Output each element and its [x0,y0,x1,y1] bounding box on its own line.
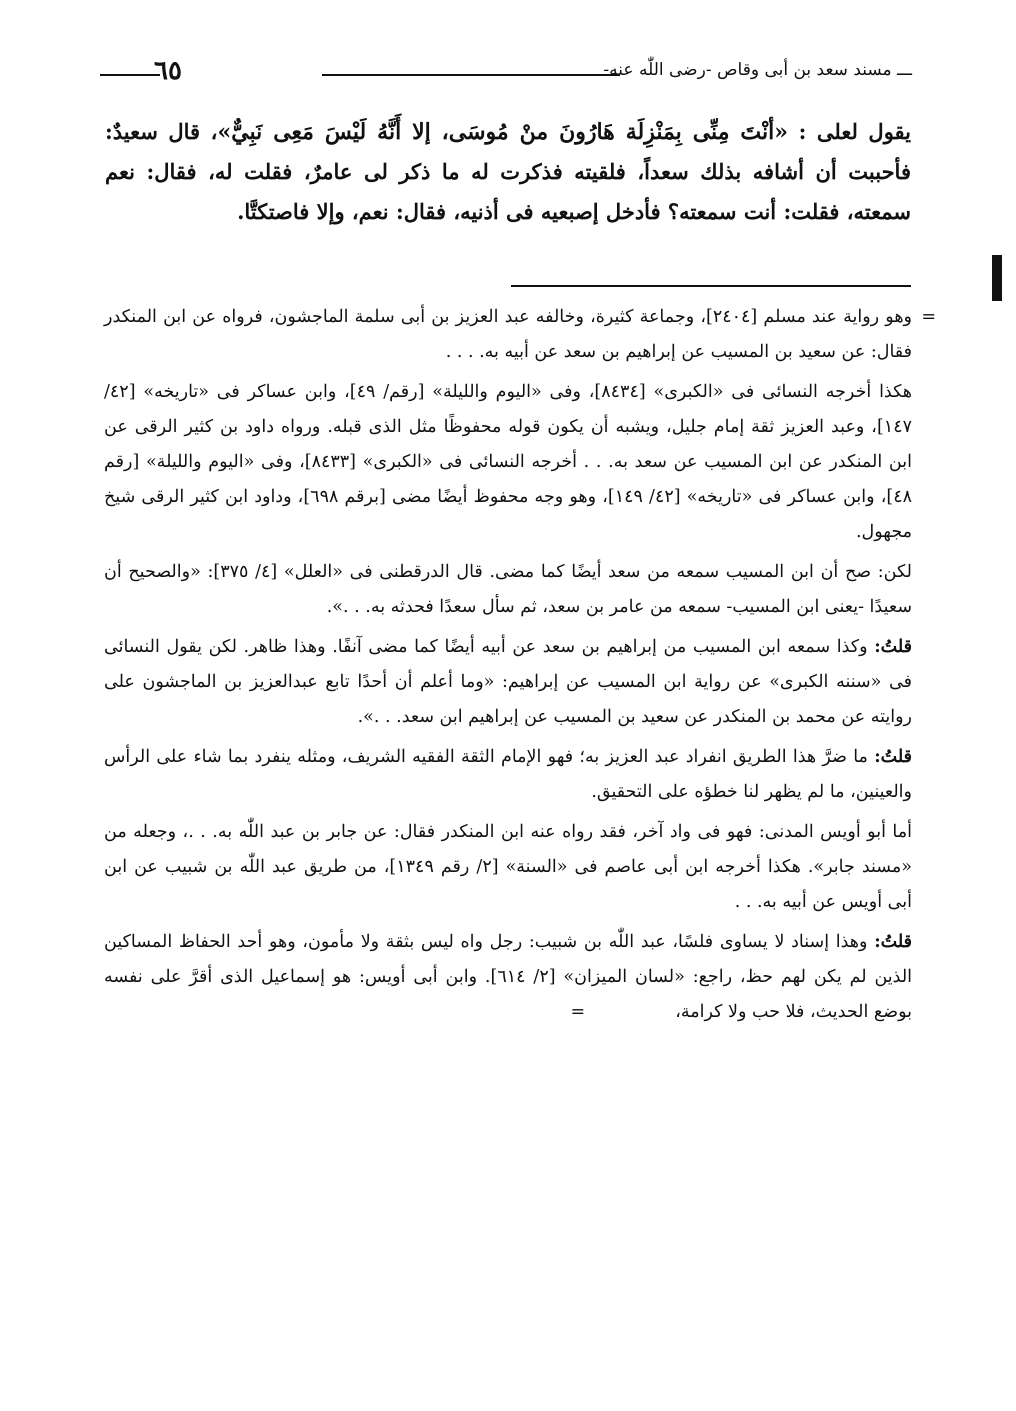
footnote-paragraph [104,740,912,810]
continuation-mark: = [570,1002,586,1022]
footnote-text: وكذا سمعه ابن المسيب من إبراهيم بن سعد عن أبيه أيضًا كما مضى آنفًا. وهذا ظاهر. لكن يقول النسائى فى «سننه الكبرى» عن رواية ابن المسيب عن إبراهيم: «وما أعلم أن أحدًا تابع عبدالعزيز بن الماجشون على روايته عن محمد بن المنكدر عن سعيد بن المسيب عن إبراهيم ابن سعد. . .». [104,637,912,727]
footnote-separator [511,285,911,287]
footnote-paragraph [104,925,912,1030]
footnote-text: وهو رواية عند مسلم [٢٤٠٤]، وجماعة كثيرة، وخالفه عبد العزيز بن أبى سلمة الماجشون، فرواه عن ابن المنكدر فقال: عن سعيد بن المسيب عن إبراهيم بن سعد عن أبيه به. . . . [104,307,913,362]
main-text-after-quote: ، قال سعيدٌ: فأحببت أن أشافه بذلك سعداً، فلقيته فذكرت له ما ذكر لى عامرٌ، فقلت له، فقال: نعم سمعته، فقلت: أنت سمعته؟ فأدخل إصبعيه فى أذنيه، فقال: نعم، وإلا فاصتكتَّا. [105,119,911,224]
hadith-quote: «أنْتَ مِنِّى بِمَنْزِلَة هَارُونَ منْ مُوسَى، إلا أَنَّهُ لَيْسَ مَعِى نَبِيٌّ» [217,119,788,145]
header-title: ـــ مسند سعد بن أبى وقاص -رضى اللّٰه عنه- [603,60,912,80]
qultu-lead: قلتُ: [874,747,912,767]
header-rule [322,74,620,76]
continuation-mark: = [921,307,936,327]
margin-mark [992,255,1002,301]
footnote-text: وهذا إسناد لا يساوى فلسًا، عبد اللّٰه بن شبيب: رجل واه ليس بثقة ولا مأمون، وهو أحد الحفاظ المساكين الذين لم يكن لهم حظ، راجع: «لسان الميزان» [٢/ ٦١٤]. وابن أبى أويس: هو إسماعيل الذى أقرَّ على نفسه بوضع الحديث، فلا حب ولا كرامة، [104,932,913,1022]
footnotes [104,300,936,1035]
page-number: ٦٥ [154,56,182,86]
header-rule [100,74,160,76]
footnote-text: ما ضرَّ هذا الطريق انفراد عبد العزيز به؛ فهو الإمام الثقة الفقيه الشريف، ومثله ينفرد بما شاء على الرأس والعينين، ما لم يظهر لنا خطؤه على التحقيق. [104,747,912,802]
footnote-paragraph: لكن: صح أن ابن المسيب سمعه من سعد أيضًا كما مضى. قال الدرقطنى فى «العلل» [٤/ ٣٧٥]: «والصحيح أن سعيدًا -يعنى ابن المسيب- سمعه من عامر بن سعد، ثم سأل سعدًا فحدثه به. . .». [104,562,912,617]
main-text-before-quote: يقول لعلى : [788,119,912,144]
footnote-paragraph [104,630,912,735]
footnote-paragraph: أما أبو أويس المدنى: فهو فى واد آخر، فقد رواه عنه ابن المنكدر فقال: عن جابر بن عبد اللّٰه به. . .، وجعله من «مسند جابر». هكذا أخرجه ابن أبى عاصم فى «السنة» [٢/ رقم ١٣٤٩]، من طريق عبد اللّٰه بن شبيب عن ابن أبى أويس عن أبيه به. . . [104,822,912,912]
footnote-paragraph [104,300,936,370]
footnote-paragraph: هكذا أخرجه النسائى فى «الكبرى» [٨٤٣٤]، وفى «اليوم والليلة» [رقم/ ٤٩]، وابن عساكر فى «تاريخه» [٤٢/ ١٤٧]، وعبد العزيز ثقة إمام جليل، ويشبه أن يكون قوله محفوظًا مثل الذى قبله. ورواه داود بن كثير الرقى عن ابن المنكدر عن ابن المسيب عن سعد به. . . أخرجه النسائى فى «الكبرى» [٨٤٣٣]، وفى «اليوم والليلة» [رقم ٤٨]، وابن عساكر فى «تاريخه» [٤٢/ ١٤٩]، وهو وجه محفوظ أيضًا مضى [برقم ٦٩٨]، وداود ابن كثير الرقى شيخ مجهول. [104,382,913,542]
running-header [100,56,912,96]
main-text [105,112,911,232]
qultu-lead: قلتُ: [874,932,912,952]
main-paragraph [105,112,911,232]
qultu-lead: قلتُ: [874,637,912,657]
